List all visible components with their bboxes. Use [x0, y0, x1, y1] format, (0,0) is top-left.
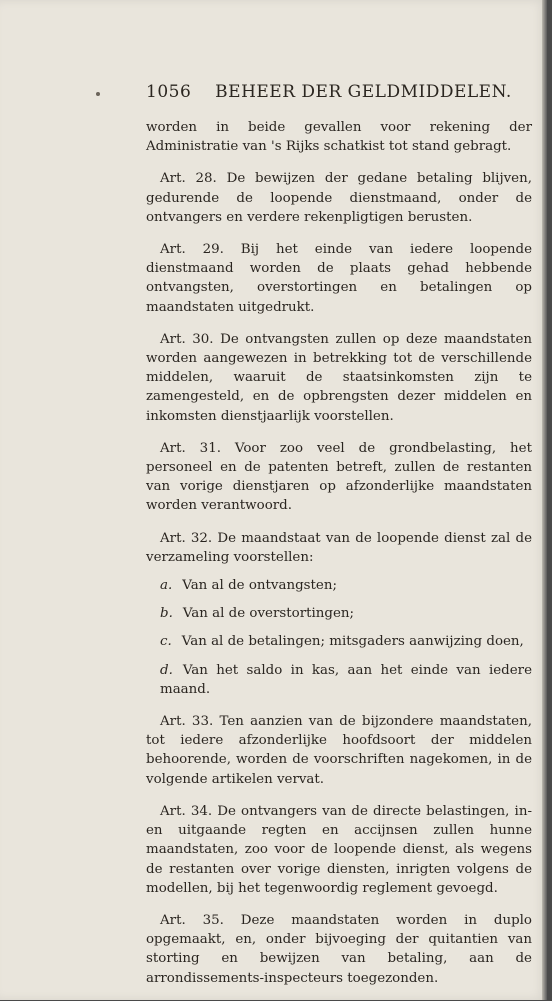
list-label: c.	[160, 634, 172, 650]
page-number: 1056	[146, 82, 192, 102]
page-edge	[542, 0, 547, 1000]
page-body	[146, 118, 532, 1001]
list-label: b.	[160, 606, 173, 622]
list-text: Van het saldo in kas, aan het einde van iedere maand.	[160, 662, 532, 697]
running-title: BEHEER DER GELDMIDDELEN.	[215, 82, 512, 102]
article-32: Art. 32. De maandstaat van de loopende dienst zal de verzameling voorstellen:	[146, 530, 532, 565]
article-31: Art. 31. Voor zoo veel de grondbelasting, het personeel en de patenten betreft, zullen de restanten van vorige dienstjaren op afzonderlijke maandstaten worden verantwoord.	[146, 440, 532, 514]
list-item	[146, 632, 532, 651]
page-header	[146, 82, 531, 102]
margin-mark	[96, 92, 100, 96]
list-item	[146, 661, 532, 699]
article-33: Art. 33. Ten aanzien van de bijzondere maandstaten, tot iedere afzonderlijke hoofdsoort der middelen behoorende, worden de voorschriften nagekomen, in de volgende artikelen vervat.	[146, 714, 532, 787]
list-item	[146, 576, 532, 595]
list-text: Van al de betalingen; mitsgaders aanwijzing doen,	[181, 634, 524, 650]
continuation-text: worden in beide gevallen voor rekening der Administratie van 's Rijks schatkist tot stand gebragt.	[146, 120, 532, 155]
list-text: Van al de ontvangsten;	[182, 578, 337, 594]
article-30: Art. 30. De ontvangsten zullen op deze maandstaten worden aangewezen in betrekking tot de verschillende middelen, waaruit de staatsinkomsten zijn te zamengesteld, en de opbrengsten dezer middelen en inkomsten dienstjaarlijk voorstellen.	[146, 331, 532, 424]
article-29: Art. 29. Bij het einde van iedere loopende dienstmaand worden de plaats gehad hebbende ontvangsten, overstortingen en betalingen op maandstaten uitgedrukt.	[146, 242, 532, 315]
list-text: Van al de overstortingen;	[182, 606, 355, 622]
article-34: Art. 34. De ontvangers van de directe belastingen, in- en uitgaande regten en accijnsen zullen hunne maandstaten, zoo voor de loopende dienst, als wegens de restanten over vorige diensten, inrigten volgens de modellen, bij het tegenwoordig reglement gevoegd.	[146, 803, 532, 896]
article-35: Art. 35. Deze maandstaten worden in duplo opgemaakt, en, onder bijvoeging der quitantien van storting en bewijzen van betaling, aan de arrondissements-inspecteurs toegezonden.	[146, 912, 532, 986]
list-label: d.	[160, 662, 173, 678]
list-item	[146, 604, 532, 623]
list-label: a.	[160, 578, 173, 594]
article-28: Art. 28. De bewijzen der gedane betaling blijven, gedurende de loopende dienstmaand, onder de ontvangers en verdere rekenpligtigen berusten.	[146, 171, 532, 225]
